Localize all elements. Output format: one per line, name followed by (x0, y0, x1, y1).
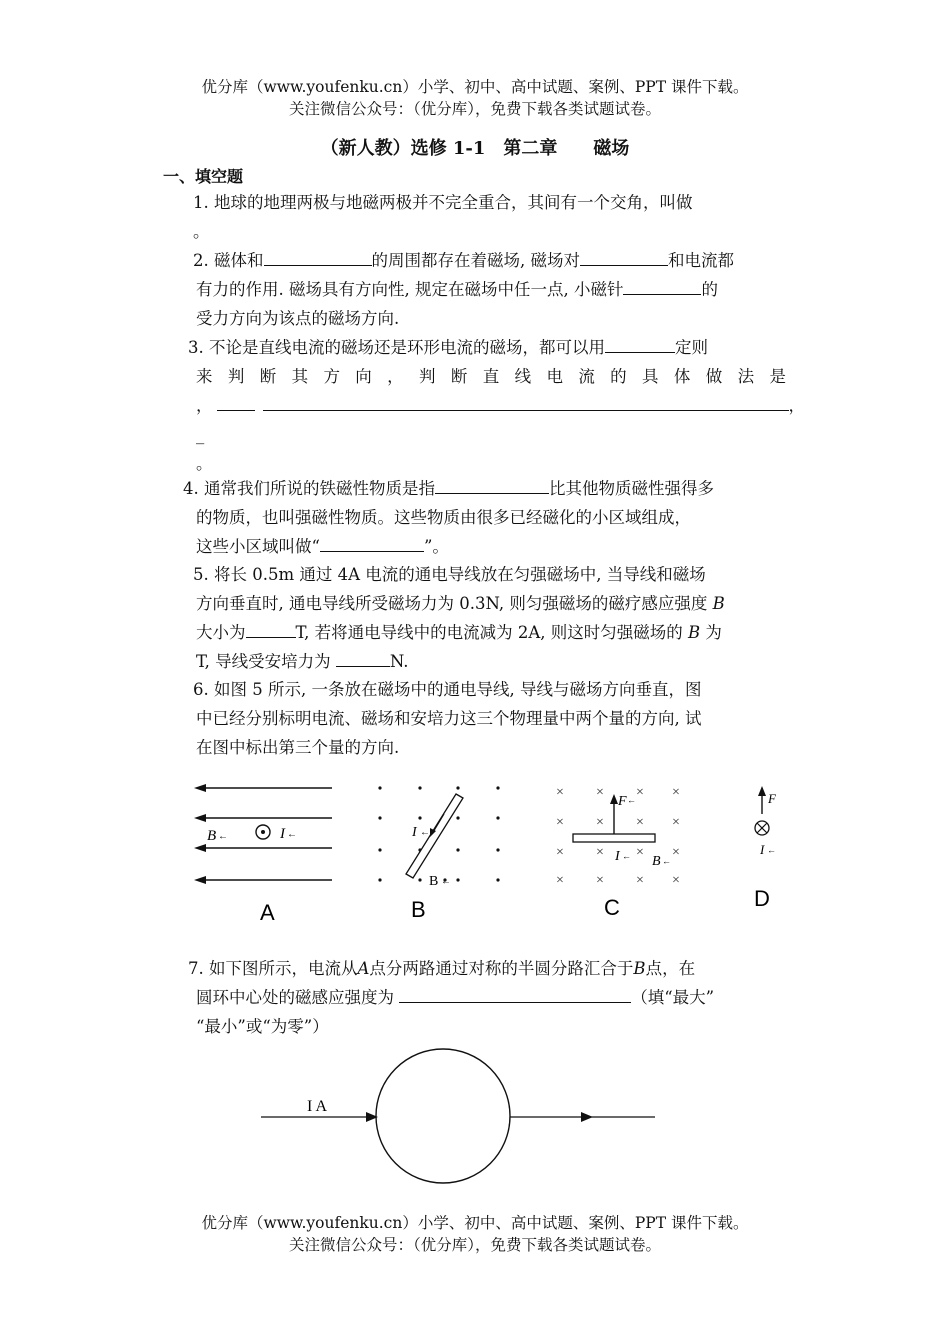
output-arrow (581, 1112, 593, 1122)
q3-blank-3[interactable] (263, 392, 789, 411)
q7-blank-1[interactable] (399, 984, 631, 1003)
question-7-line-1 (188, 954, 695, 983)
panel-a-b-symbol: B (207, 828, 217, 844)
q7-text-b: 点分两路通过对称的半圆分路汇合于 (369, 959, 634, 978)
q4-blank-2[interactable] (320, 533, 424, 552)
q7-symbol-a: A (357, 959, 370, 978)
question-3-line-3 (196, 391, 805, 420)
question-3-line-5: 。 (196, 454, 213, 473)
field-arrow-a3 (194, 844, 206, 852)
ring-conductor (376, 1049, 510, 1183)
q5-blank-2[interactable] (336, 648, 390, 667)
circuit-label: I A (307, 1098, 327, 1115)
question-6-line-3: 在图中标出第三个量的方向. (196, 738, 400, 757)
q7-symbol-b: B (633, 959, 646, 978)
q5-blank-1[interactable] (246, 619, 296, 638)
q5-text-e: T, 导线受安培力为 (196, 652, 336, 671)
q5-text-a: 方向垂直时, 通电导线所受磁场力为 0.3N, 则匀强磁场的磁疗感应强度 (196, 594, 708, 613)
panel-a-b-arrow: ← (218, 831, 228, 842)
svg-text:×: × (672, 873, 680, 888)
panel-c-f-arrow: ← (627, 795, 636, 805)
question-6-line-2: 中已经分别标明电流、磁场和安培力这三个物理量中两个量的方向, 试 (196, 709, 702, 728)
question-5-line-3 (196, 618, 722, 647)
figure-5 (180, 770, 800, 930)
panel-d-i-arrow: ← (767, 845, 776, 855)
panel-c-b-symbol: B (652, 854, 661, 869)
panel-c-i-arrow: ← (622, 851, 631, 861)
q3-blank-2[interactable] (217, 392, 255, 411)
q2-text-e: 的 (701, 280, 718, 299)
q2-text-d: 有力的作用. 磁场具有方向性, 规定在磁场中任一点, 小磁针 (196, 280, 624, 299)
horizontal-conductor (573, 834, 655, 842)
q3-text-b: 定则 (675, 338, 708, 357)
svg-text:×: × (672, 785, 680, 800)
q7-text-a: 7. 如下图所示，电流从 (188, 959, 358, 978)
question-2-line-3: 受力方向为该点的磁场方向. (196, 309, 400, 328)
question-5-line-1: 5. 将长 0.5m 通过 4A 电流的通电导线放在匀强磁场中, 当导线和磁场 (193, 565, 706, 584)
panel-b-i-symbol: I (412, 825, 417, 840)
question-3-line-1 (188, 333, 708, 362)
panel-d-i-symbol: I (760, 842, 765, 857)
question-7-line-3: “最小”或“为零”） (196, 1017, 329, 1036)
q7-text-e: （填“最大” (631, 988, 715, 1007)
field-arrow-a2 (194, 814, 206, 822)
panel-d (754, 786, 777, 911)
footer-line-2: 关注微信公众号：（优分库），免费下载各类试题试卷。 (288, 1236, 661, 1254)
q3-text-c: ， (196, 396, 213, 415)
force-arrowhead-d (758, 786, 766, 796)
svg-text:×: × (556, 785, 564, 800)
question-5-line-2 (196, 589, 725, 618)
panel-b (378, 786, 499, 922)
svg-text:×: × (636, 845, 644, 860)
q5-symbol-b: B (712, 594, 725, 613)
q2-blank-1[interactable] (264, 247, 372, 266)
q5-text-d: 为 (705, 623, 722, 642)
svg-text:×: × (636, 815, 644, 830)
question-3-line-4: _ (196, 425, 205, 444)
current-dot (261, 830, 265, 834)
panel-d-f-symbol: F (768, 791, 776, 806)
svg-text:×: × (596, 815, 604, 830)
panel-label-d: D (754, 886, 770, 911)
q4-text-c: 这些小区域叫做“ (196, 537, 320, 556)
q2-text-a: 2. 磁体和 (193, 251, 264, 270)
question-7-line-2 (196, 983, 714, 1012)
q5-text-f: N. (389, 652, 409, 671)
q2-text-b: 的周围都存在着磁场, 磁场对 (371, 251, 580, 270)
panel-c-b-arrow: ← (662, 856, 671, 866)
q3-blank-1[interactable] (605, 334, 675, 353)
panel-b-b-arrow: ← (441, 876, 451, 887)
question-1-line-1: 1. 地球的地理两极与地磁两极并不完全重合，其间有一个交角，叫做 (193, 193, 693, 212)
svg-text:×: × (596, 845, 604, 860)
field-arrow-a1 (194, 784, 206, 792)
question-3-line-2: 来 判 断 其 方 向 ， 判 断 直 线 电 流 的 具 体 做 法 是 (196, 367, 786, 386)
section-heading: 一、填空题 (163, 167, 244, 186)
q2-blank-2[interactable] (580, 247, 668, 266)
svg-text:×: × (556, 845, 564, 860)
question-1-line-2: 。 (193, 222, 210, 241)
panel-a-i-arrow: ← (287, 829, 297, 840)
force-arrowhead-c (610, 794, 618, 804)
svg-text:×: × (636, 785, 644, 800)
footer-line-1: 优分库（www.youfenku.cn）小学、初中、高中试题、案例、PPT 课件下载。 (201, 1214, 749, 1232)
q5-symbol-b2: B (687, 623, 701, 642)
question-6-line-1: 6. 如图 5 所示, 一条放在磁场中的通电导线, 导线与磁场方向垂直，图 (193, 680, 702, 699)
svg-text:×: × (556, 873, 564, 888)
q4-text-d: ”。 (423, 537, 449, 556)
question-5-line-4 (196, 647, 408, 676)
svg-text:×: × (596, 785, 604, 800)
q7-text-d: 圆环中心处的磁感应强度为 (196, 988, 394, 1007)
q3-text-d: ， (788, 396, 805, 415)
q4-blank-1[interactable] (435, 475, 549, 494)
q5-text-b: 大小为 (196, 623, 246, 642)
q4-text-a: 4. 通常我们所说的铁磁性物质是指 (183, 479, 435, 498)
question-2-line-1 (193, 246, 734, 275)
svg-text:×: × (636, 873, 644, 888)
panel-label-b: B (411, 897, 426, 922)
question-4-line-2: 的物质，也叫强磁性物质。这些物质由很多已经磁化的小区域组成， (196, 508, 691, 527)
header-line-1: 优分库（www.youfenku.cn）小学、初中、高中试题、案例、PPT 课件下载。 (201, 78, 749, 96)
svg-text:×: × (672, 845, 680, 860)
svg-text:×: × (596, 873, 604, 888)
panel-label-c: C (604, 895, 620, 920)
panel-b-b-symbol: B (429, 874, 439, 889)
panel-a-i-symbol: I (280, 826, 285, 842)
panel-c-i-symbol: I (615, 849, 620, 864)
header-line-2: 关注微信公众号：（优分库），免费下载各类试题试卷。 (288, 100, 661, 118)
page-title: （新人教）选修 1-1 第二章 磁场 (320, 138, 630, 159)
q3-text-a: 3. 不论是直线电流的磁场还是环形电流的磁场，都可以用 (188, 338, 605, 357)
q7-text-c: 点，在 (645, 959, 696, 978)
q5-text-c: T, 若将通电导线中的电流减为 2A, 则这时匀强磁场的 (295, 623, 683, 642)
panel-a (194, 784, 332, 925)
panel-c (556, 785, 680, 920)
panel-c-f-symbol: F (618, 794, 627, 809)
ring-circuit-diagram (255, 1048, 665, 1194)
question-4-line-1 (183, 474, 714, 503)
q2-text-c: 和电流都 (668, 251, 734, 270)
svg-text:×: × (672, 815, 680, 830)
q2-blank-3[interactable] (623, 276, 701, 295)
field-arrow-a4 (194, 876, 206, 884)
question-4-line-3 (196, 532, 449, 561)
panel-label-a: A (260, 900, 275, 925)
svg-text:×: × (556, 815, 564, 830)
panel-b-i-arrow: ← (420, 827, 430, 838)
q4-text-b: 比其他物质磁性强得多 (549, 479, 714, 498)
question-2-line-2 (196, 275, 718, 304)
